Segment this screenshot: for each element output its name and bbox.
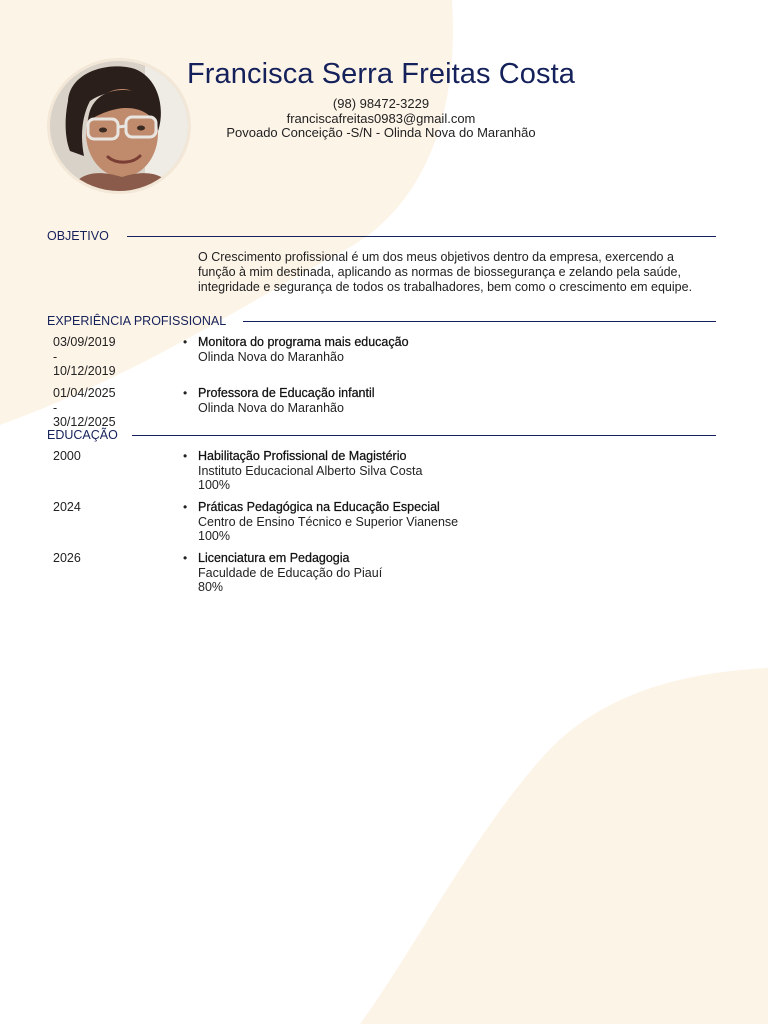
date-end: 10/12/2019 — [53, 364, 116, 378]
contact-info — [170, 97, 592, 141]
bullet-icon: • — [183, 335, 188, 349]
education-institution: Instituto Educacional Alberto Silva Costa — [198, 463, 423, 478]
education-year: 2026 — [53, 551, 81, 565]
education-title: Habilitação Profissional de Magistério — [198, 449, 407, 463]
candidate-name: Francisca Serra Freitas Costa — [186, 58, 576, 90]
experience-place: Olinda Nova do Maranhão — [198, 400, 344, 415]
email-address: franciscafreitas0983@gmail.com — [286, 110, 476, 126]
education-institution: Centro de Ensino Técnico e Superior Vianense — [198, 514, 459, 529]
experience-dates — [53, 335, 163, 379]
experience-heading: EXPERIÊNCIA PROFISSIONAL — [47, 314, 227, 328]
experience-content — [198, 335, 713, 364]
education-progress: 80% — [198, 580, 224, 594]
person-avatar-icon — [50, 61, 188, 191]
education-title: Licenciatura em Pedagogia — [198, 551, 350, 565]
objective-text: O Crescimento profissional é um dos meus objetivos dentro da empresa, exercendo a função à mim destinada, aplicando as normas de biossegurança e zelando pela saúde, integridade e segurança de todos os trabalhadores, bem como o crescimento em equipe. — [198, 250, 693, 294]
experience-dates — [53, 386, 163, 430]
objective-section-header — [47, 228, 716, 244]
date-start: 03/09/2019 — [53, 335, 116, 349]
objective-heading: OBJETIVO — [47, 229, 109, 243]
education-institution: Faculdade de Educação do Piauí — [198, 565, 383, 580]
experience-title: Monitora do programa mais educação — [198, 335, 409, 349]
profile-photo — [50, 61, 188, 191]
experience-place: Olinda Nova do Maranhão — [198, 349, 344, 364]
education-title: Práticas Pedagógica na Educação Especial — [198, 500, 440, 514]
education-progress: 100% — [198, 529, 230, 543]
bullet-icon: • — [183, 551, 188, 565]
section-divider — [127, 236, 716, 237]
experience-section-header — [47, 313, 716, 329]
bullet-icon: • — [183, 500, 188, 514]
phone-number: (98) 98472-3229 — [332, 96, 430, 111]
education-section-header — [47, 427, 716, 443]
date-separator: - — [53, 400, 58, 415]
bullet-icon: • — [183, 449, 188, 463]
education-heading: EDUCAÇÃO — [47, 428, 118, 442]
bullet-icon: • — [183, 386, 188, 400]
education-content — [198, 449, 713, 493]
section-divider — [132, 435, 716, 436]
home-address: Povoado Conceição -S/N - Olinda Nova do Maranhão — [226, 125, 536, 140]
education-progress: 100% — [198, 478, 230, 492]
date-separator: - — [53, 349, 58, 364]
experience-content — [198, 386, 713, 415]
section-divider — [243, 321, 716, 322]
education-content — [198, 551, 713, 595]
education-content — [198, 500, 713, 544]
date-end: 30/12/2025 — [53, 415, 116, 429]
experience-title: Professora de Educação infantil — [198, 386, 375, 400]
education-year: 2000 — [53, 449, 81, 463]
education-year: 2024 — [53, 500, 81, 514]
date-start: 01/04/2025 — [53, 386, 116, 400]
